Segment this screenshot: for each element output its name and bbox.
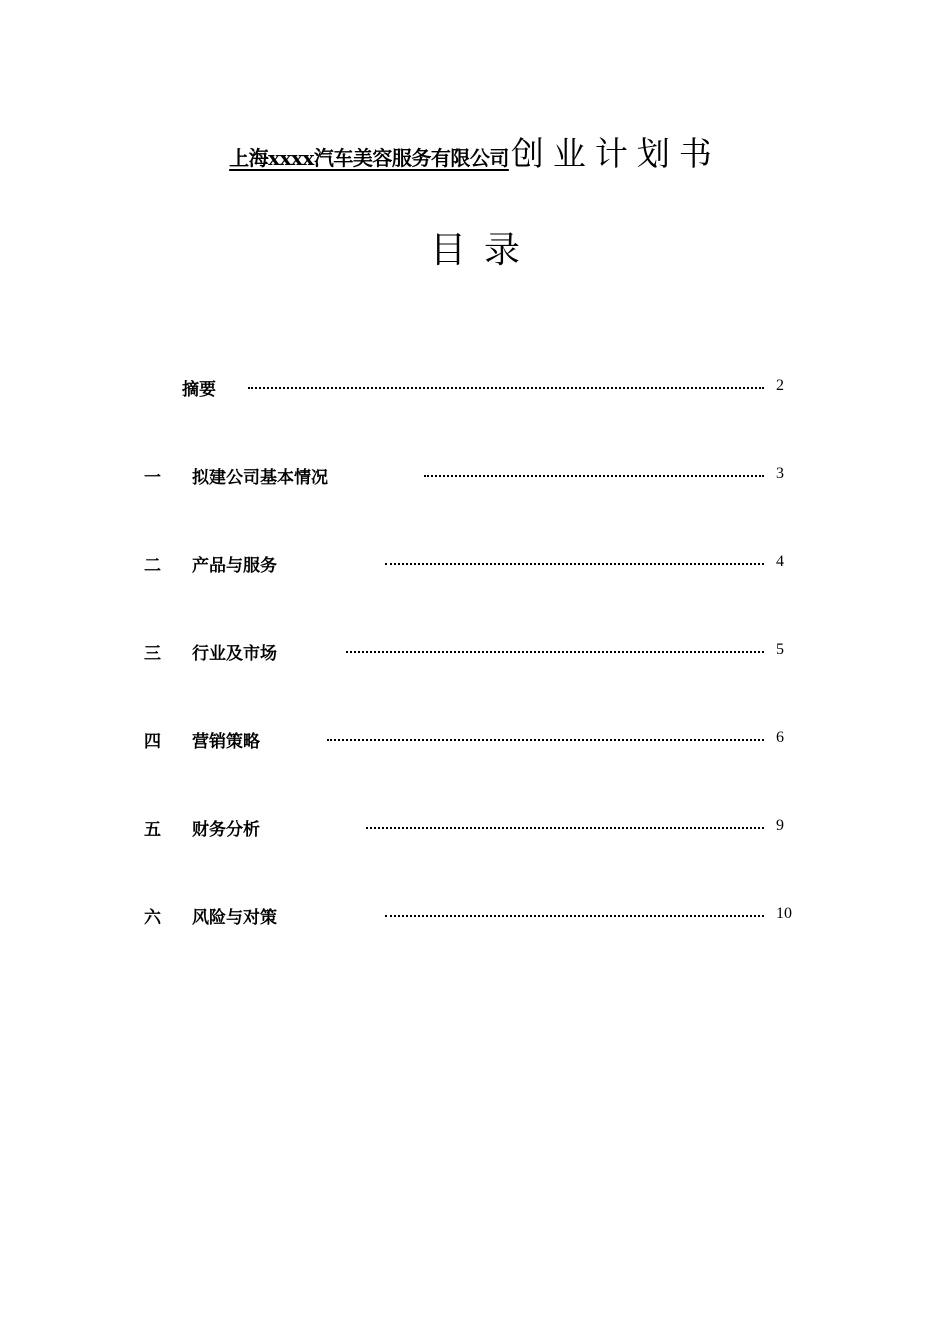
- toc-entry-number: 一: [144, 468, 161, 488]
- toc-dot-leader: [327, 739, 764, 741]
- toc-entry-marketing-strategy[interactable]: [0, 725, 950, 755]
- toc-entry-label: 财务分析: [192, 820, 260, 840]
- toc-dot-leader: [366, 827, 764, 829]
- toc-entry-label: 拟建公司基本情况: [192, 468, 328, 488]
- toc-entry-label: 风险与对策: [192, 908, 277, 928]
- toc-entry-number: 六: [144, 908, 161, 928]
- toc-entry-label: 产品与服务: [192, 556, 277, 576]
- toc-entry-label: 行业及市场: [192, 644, 277, 664]
- toc-entry-page: 2: [776, 377, 784, 394]
- toc-dot-leader: [346, 651, 764, 653]
- toc-dot-leader: [385, 563, 764, 565]
- toc-entry-company-overview[interactable]: [0, 461, 950, 491]
- toc-entry-page: 3: [776, 465, 784, 482]
- toc-entry-number: 五: [144, 820, 161, 840]
- toc-entry-page: 5: [776, 641, 784, 658]
- company-name: 上海xxxx汽车美容服务有限公司: [229, 146, 509, 170]
- toc-entry-products-services[interactable]: [0, 549, 950, 579]
- toc-dot-leader: [248, 387, 764, 389]
- toc-entry-page: 9: [776, 817, 784, 834]
- toc-entry-abstract[interactable]: [0, 373, 950, 403]
- toc-entry-number: 三: [144, 644, 161, 664]
- toc-entry-label: 摘要: [182, 380, 216, 400]
- toc-entry-risks-countermeasures[interactable]: [0, 901, 950, 931]
- toc-entry-number: 四: [144, 732, 161, 752]
- toc-entry-page: 10: [776, 905, 792, 922]
- toc-dot-leader: [385, 915, 764, 917]
- document-title: [0, 128, 950, 175]
- toc-dot-leader: [424, 475, 764, 477]
- toc-entry-page: 4: [776, 553, 784, 570]
- toc-entry-label: 营销策略: [192, 732, 260, 752]
- plan-title: 创业计划书: [510, 134, 721, 173]
- toc-entry-page: 6: [776, 729, 784, 746]
- toc-entry-industry-market[interactable]: [0, 637, 950, 667]
- toc-entry-number: 二: [144, 556, 161, 576]
- toc-entry-financial-analysis[interactable]: [0, 813, 950, 843]
- toc-heading: 目录: [429, 230, 538, 271]
